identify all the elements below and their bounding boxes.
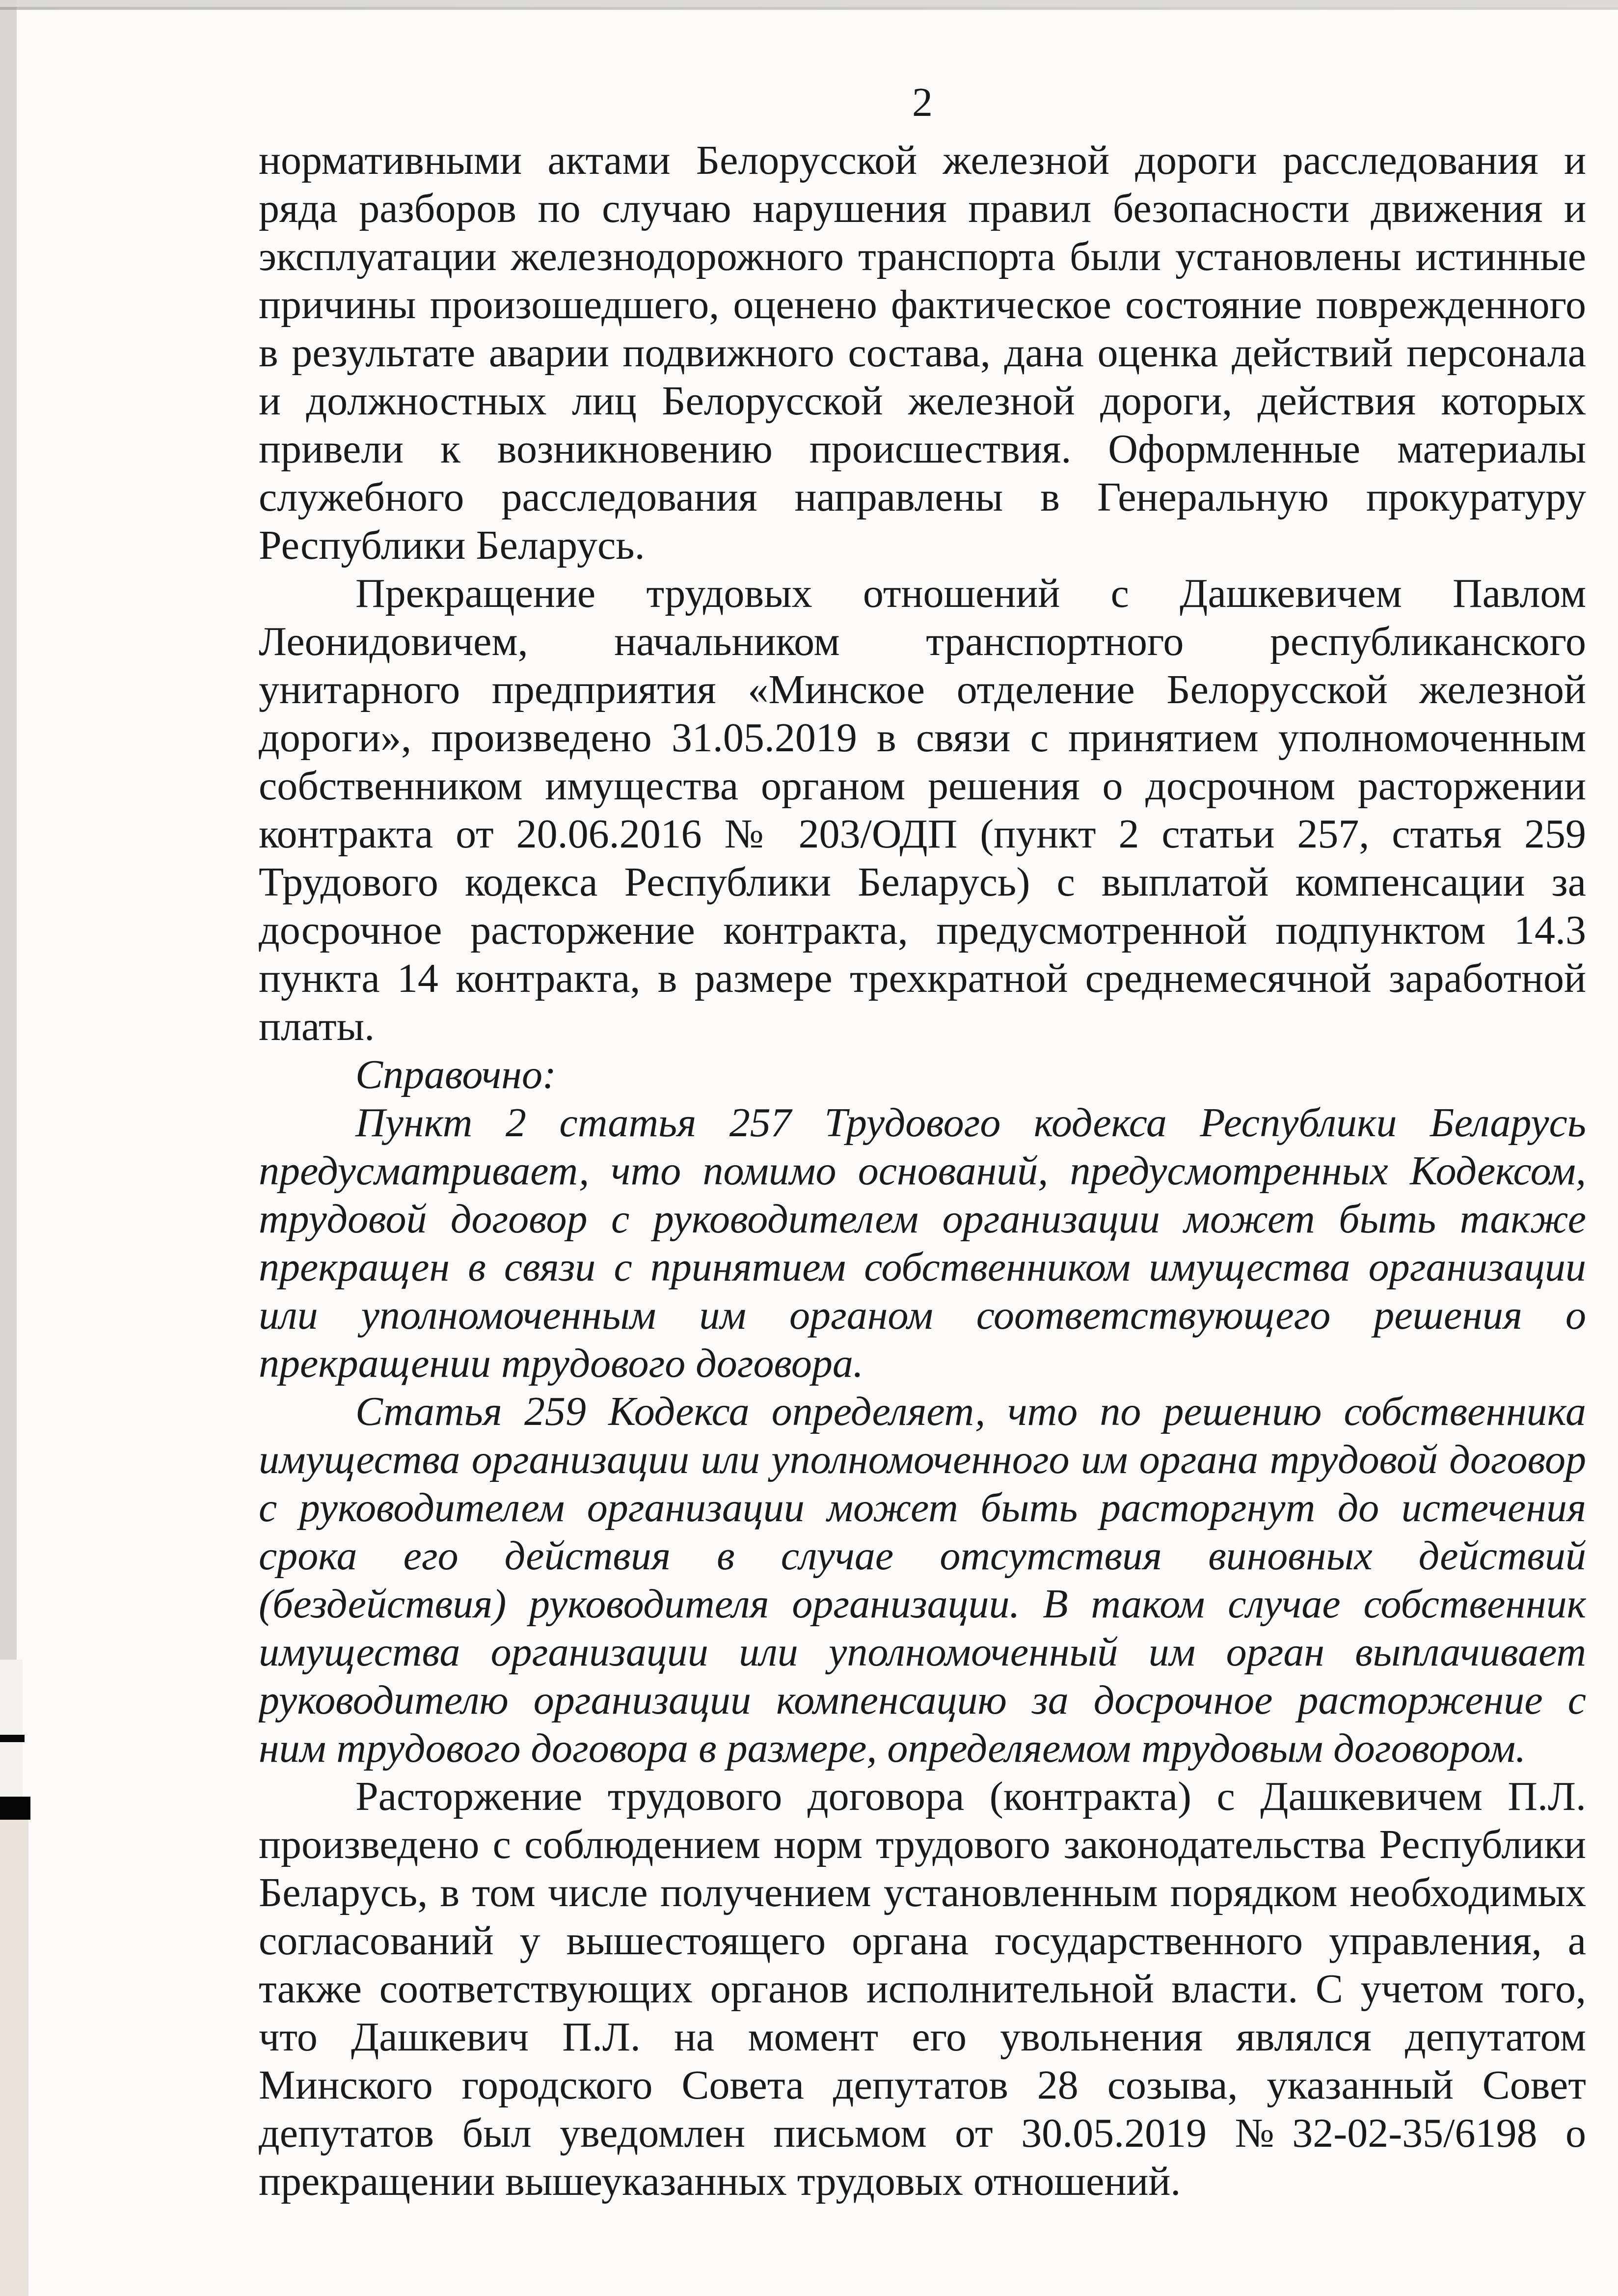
text-line: руководителю организации компенсацию за досрочное расторжение с [259,1677,1586,1723]
text-line: пункта 14 контракта, в размере трехкратной среднемесячной заработной [259,956,1586,1001]
text-line: имущества организации или уполномоченного им органа трудовой договор [259,1437,1586,1482]
page-top-edge-shadow [0,7,1618,10]
text-line: депутатов был уведомлен письмом от 30.05.2019 №32-02-35/6198 о [259,2110,1586,2156]
text-line: имущества организации или уполномоченный им орган выплачивает [259,1629,1586,1675]
text-line: в результате аварии подвижного состава, дана оценка действий персонала [259,330,1586,376]
text-line: ним трудового договора в размере, определяемом трудовым договором. [259,1725,1526,1771]
scanner-edge-cream-patch [0,1820,28,2296]
text-line: Трудового кодекса Республики Беларусь) с выплатой компенсации за [259,859,1586,905]
text-line: Справочно: [355,1052,556,1097]
text-line: предусматривает, что помимо оснований, предусмотренных Кодексом, [259,1148,1586,1194]
text-line: собственником имущества органом решения о досрочном расторжении [259,763,1586,809]
text-line: причины произошедшего, оценено фактическое состояние поврежденного [259,282,1586,328]
text-line: Минского городского Совета депутатов 28 созыва, указанный Совет [259,2062,1586,2108]
scanner-edge-light-patch [0,1660,23,1797]
text-line: досрочное расторжение контракта, предусмотренной подпунктом 14.3 [259,907,1586,953]
text-line: служебного расследования направлены в Генеральную прокуратуру [259,474,1586,520]
text-line: платы. [259,1004,375,1049]
text-line: и должностных лиц Белорусской железной дороги, действия которых [259,378,1586,424]
text-line: унитарного предприятия «Минское отделение Белорусской железной [259,667,1586,712]
text-line: дороги», произведено 31.05.2019 в связи с принятием уполномоченным [259,715,1586,761]
text-line: эксплуатации железнодорожного транспорта были установлены истинные [259,234,1586,279]
scan-artifact-bar-thin [0,1735,25,1742]
text-line: срока его действия в случае отсутствия виновных действий [259,1533,1586,1579]
text-line: Статья 259 Кодекса определяет, что по решению собственника [355,1389,1586,1434]
text-line: прекращении вышеуказанных трудовых отношений. [259,2159,1181,2204]
text-line: прекращении трудового договора. [259,1340,863,1386]
text-line: согласований у вышестоящего органа государственного управления, а [259,1918,1586,1964]
text-line: нормативными актами Белорусской железной дороги расследования и [259,137,1586,183]
text-line: прекращен в связи с принятием собственником имущества организации [259,1244,1586,1290]
text-line: ряда разборов по случаю нарушения правил безопасности движения и [259,186,1586,231]
scanner-edge-top [0,0,1618,7]
text-line: трудовой договор с руководителем организации может быть также [259,1196,1586,1242]
text-line: Республики Беларусь. [259,522,645,568]
text-line: контракта от 20.06.2016 № 203/ОДП (пункт 2 статьи 257, статья 259 [259,811,1586,857]
text-line: (бездействия) руководителя организации. В таком случае собственник [259,1581,1586,1627]
text-line: привели к возникновению происшествия. Оформленные материалы [259,426,1586,472]
text-line: Расторжение трудового договора (контракта) с Дашкевичем П.Л. [355,1774,1586,1819]
text-line: или уполномоченным им органом соответствующего решения о [259,1292,1586,1338]
text-line: Прекращение трудовых отношений с Дашкевичем Павлом [355,571,1586,616]
text-line: также соответствующих органов исполнительной власти. С учетом того, [259,1966,1586,2012]
scan-artifact-bar-thick [0,1797,30,1820]
text-line: Пункт 2 статья 257 Трудового кодекса Республики Беларусь [355,1100,1586,1146]
text-line: произведено с соблюдением норм трудового законодательства Республики [259,1822,1586,1867]
text-line: что Дашкевич П.Л. на момент его увольнения являлся депутатом [259,2014,1586,2060]
text-line: Леонидовичем, начальником транспортного республиканского [259,619,1586,664]
text-line: Беларусь, в том числе получением установленным порядком необходимых [259,1870,1586,1915]
text-line: с руководителем организации может быть расторгнут до истечения [259,1485,1586,1531]
document-text [259,137,1586,2206]
page-number: 2 [912,80,933,125]
